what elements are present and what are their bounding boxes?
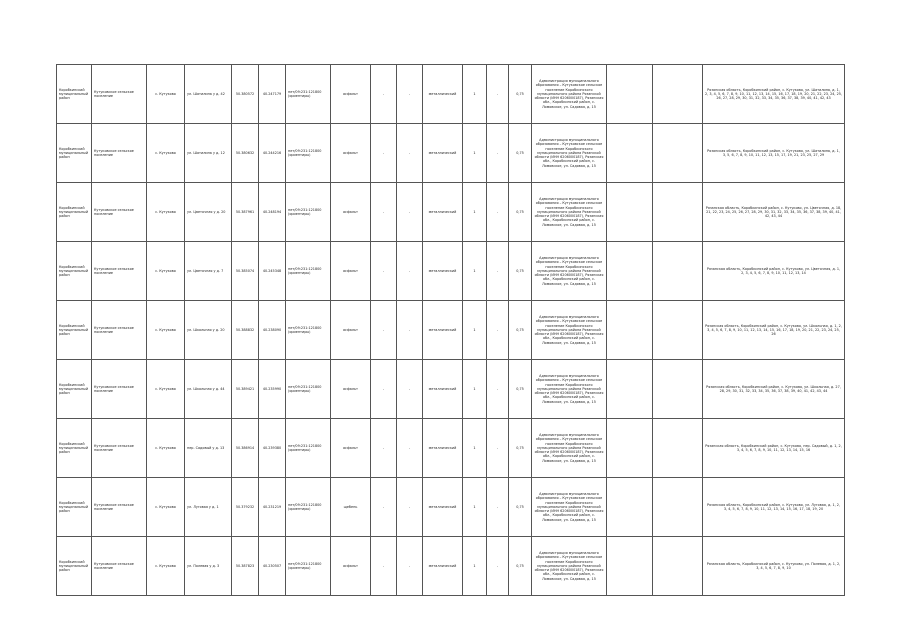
volume-cell: 0,75 [509, 419, 532, 478]
district-cell: Коробкинский муниципальный район [57, 360, 92, 419]
address-cell: ул. Полевая у д. 3 [185, 537, 232, 596]
address-cell: пер. Садовый у д. 13 [185, 419, 232, 478]
cadastral-cell: нет/09:231:121800 (ориентиры) [286, 537, 331, 596]
container-type-cell: металлический [423, 242, 463, 301]
locality-cell: с. Кутуково [147, 537, 185, 596]
empty-cell [653, 183, 703, 242]
empty-dash-cell: - [397, 242, 423, 301]
empty-cell [653, 65, 703, 124]
cadastral-cell: нет/09:231:121800 (ориентиры) [286, 478, 331, 537]
longitude-cell: 40.230507 [259, 537, 286, 596]
empty-dash-cell: - [397, 65, 423, 124]
container-type-cell: металлический [423, 419, 463, 478]
table-row [57, 419, 845, 478]
empty-dash-cell: - [487, 360, 509, 419]
address-cell: ул. Шатилина у д. 12 [185, 124, 232, 183]
volume-cell: 0,75 [509, 183, 532, 242]
volume-cell: 0,75 [509, 478, 532, 537]
empty-dash-cell: - [397, 360, 423, 419]
empty-cell [653, 419, 703, 478]
latitude-cell: 50.380572 [232, 65, 259, 124]
surface-cell: асфальт [331, 183, 371, 242]
waste-source-cell: Рязанская область, Коробкинский район, с. Кутуково, ул. Шатилина, д. 1, 3, 5, 6, 7, 8, 9, 10, 11, 12, 13, 15, 17, 19, 21, 23, 25, 27, 29 [703, 124, 845, 183]
table-row [57, 360, 845, 419]
empty-dash-cell: - [397, 478, 423, 537]
table-row [57, 183, 845, 242]
waste-source-cell: Рязанская область, Коробкинский район, с. Кутуково, ул. Цветочная, д. 1, 2, 3, 4, 5, 6, 7, 8, 9, 10, 11, 12, 13, 14 [703, 242, 845, 301]
empty-dash-cell: - [371, 360, 397, 419]
surface-cell: асфальт [331, 301, 371, 360]
container-type-cell: металлический [423, 301, 463, 360]
empty-cell [607, 537, 653, 596]
surface-cell: асфальт [331, 419, 371, 478]
empty-dash-cell: - [371, 65, 397, 124]
empty-dash-cell: - [397, 419, 423, 478]
owner-cell: Администрация муниципального образования – Кутуковское сельское поселение Коробкинского муниципального района Рязанской области (ИНН 6206000187), Рязанская обл., Коробкинский район, с. Ломовское, ул. Садовая, д. 15 [532, 537, 607, 596]
owner-cell: Администрация муниципального образования – Кутуковское сельское поселение Коробкинского муниципального района Рязанской области (ИНН 6206000187), Рязанская обл., Коробкинский район, с. Ломовское, ул. Садовая, д. 15 [532, 183, 607, 242]
address-cell: ул. Школьная у д. 44 [185, 360, 232, 419]
longitude-cell: 40.248194 [259, 183, 286, 242]
settlement-cell: Кутуковское сельское поселение [92, 419, 147, 478]
settlement-cell: Кутуковское сельское поселение [92, 242, 147, 301]
volume-cell: 0,75 [509, 242, 532, 301]
surface-cell: асфальт [331, 242, 371, 301]
longitude-cell: 40.244216 [259, 124, 286, 183]
locality-cell: с. Кутуково [147, 183, 185, 242]
empty-dash-cell: - [397, 183, 423, 242]
latitude-cell: 50.380632 [232, 124, 259, 183]
empty-dash-cell: - [397, 124, 423, 183]
cadastral-cell: нет/09:231:121800 (ориентиры) [286, 65, 331, 124]
locality-cell: с. Кутуково [147, 301, 185, 360]
cadastral-cell: нет/09:231:121800 (ориентиры) [286, 301, 331, 360]
container-count-cell: 1 [463, 478, 487, 537]
volume-cell: 0,75 [509, 65, 532, 124]
container-type-cell: металлический [423, 183, 463, 242]
settlement-cell: Кутуковское сельское поселение [92, 65, 147, 124]
cadastral-cell: нет/09:231:121800 (ориентиры) [286, 242, 331, 301]
empty-dash-cell: - [487, 301, 509, 360]
empty-dash-cell: - [397, 301, 423, 360]
waste-source-cell: Рязанская область, Коробкинский район, с. Кутуково, ул. Шатилина, д. 1, 2, 3, 4, 5, 6, 7, 8, 9, 10, 11, 12, 13, 14, 15, 16, 17, 18, 19, 20, 21, 22, 23, 24, 25, 26, 27, 28, 29, 30, 31, 32, 33, 34, 35, 36, 37, 38, 39, 40, 41, 42, 43 [703, 65, 845, 124]
settlement-cell: Кутуковское сельское поселение [92, 124, 147, 183]
cadastral-cell: нет/09:231:121800 (ориентиры) [286, 183, 331, 242]
longitude-cell: 40.235990 [259, 360, 286, 419]
empty-dash-cell: - [371, 301, 397, 360]
waste-source-cell: Рязанская область, Коробкинский район, с. Кутуково, ул. Школьная, д. 1, 2, 3, 4, 5, 6, 7, 8, 9, 10, 11, 12, 13, 14, 15, 16, 17, 18, 19, 20, 21, 22, 23, 24, 25, 26 [703, 301, 845, 360]
table-row [57, 301, 845, 360]
owner-cell: Администрация муниципального образования – Кутуковское сельское поселение Коробкинского муниципального района Рязанской области (ИНН 6206000187), Рязанская обл., Коробкинский район, с. Ломовское, ул. Садовая, д. 15 [532, 301, 607, 360]
empty-dash-cell: - [487, 124, 509, 183]
longitude-cell: 40.238090 [259, 301, 286, 360]
empty-cell [653, 301, 703, 360]
cadastral-cell: нет/09:231:121800 (ориентиры) [286, 419, 331, 478]
table-row [57, 65, 845, 124]
container-count-cell: 1 [463, 183, 487, 242]
empty-cell [653, 360, 703, 419]
empty-dash-cell: - [487, 419, 509, 478]
empty-dash-cell: - [371, 183, 397, 242]
empty-cell [653, 242, 703, 301]
empty-cell [607, 478, 653, 537]
table-row [57, 537, 845, 596]
empty-dash-cell: - [487, 537, 509, 596]
empty-cell [607, 124, 653, 183]
table-row [57, 242, 845, 301]
latitude-cell: 50.385074 [232, 242, 259, 301]
container-count-cell: 1 [463, 419, 487, 478]
locality-cell: с. Кутуково [147, 360, 185, 419]
district-cell: Коробкинский муниципальный район [57, 301, 92, 360]
empty-dash-cell: - [487, 478, 509, 537]
longitude-cell: 40.247179 [259, 65, 286, 124]
owner-cell: Администрация муниципального образования – Кутуковское сельское поселение Коробкинского муниципального района Рязанской области (ИНН 6206000187), Рязанская обл., Коробкинский район, с. Ломовское, ул. Садовая, д. 15 [532, 419, 607, 478]
settlement-cell: Кутуковское сельское поселение [92, 537, 147, 596]
settlement-cell: Кутуковское сельское поселение [92, 478, 147, 537]
empty-cell [653, 478, 703, 537]
address-cell: ул. Цветочная у д. 7 [185, 242, 232, 301]
settlement-cell: Кутуковское сельское поселение [92, 183, 147, 242]
empty-dash-cell: - [487, 183, 509, 242]
surface-cell: асфальт [331, 360, 371, 419]
address-cell: ул. Шатилина у д. 42 [185, 65, 232, 124]
volume-cell: 0,75 [509, 301, 532, 360]
container-count-cell: 1 [463, 124, 487, 183]
waste-source-cell: Рязанская область, Коробкинский район, с. Кутуково, ул. Луговая, д. 1, 2, 3, 4, 5, 6, 7, 8, 9, 10, 11, 12, 13, 14, 15, 16, 17, 18, 19, 20 [703, 478, 845, 537]
empty-cell [607, 301, 653, 360]
table-body [57, 65, 845, 596]
address-cell: ул. Луговая у д. 1 [185, 478, 232, 537]
latitude-cell: 50.379232 [232, 478, 259, 537]
container-type-cell: металлический [423, 360, 463, 419]
empty-cell [653, 537, 703, 596]
empty-dash-cell: - [487, 65, 509, 124]
latitude-cell: 50.387823 [232, 537, 259, 596]
waste-source-cell: Рязанская область, Коробкинский район, с. Кутуково, ул. Цветочная, д. 18, 21, 22, 23, 24, 25, 26, 27, 28, 29, 30, 31, 32, 33, 34, 35, 36, 37, 38, 39, 40, 41, 42, 43, 44 [703, 183, 845, 242]
empty-dash-cell: - [371, 478, 397, 537]
waste-source-cell: Рязанская область, Коробкинский район, с. Кутуково, ул. Школьная, д. 27, 28, 29, 30, 31, 32, 33, 34, 35, 36, 37, 38, 39, 40, 41, 42, 43, 44 [703, 360, 845, 419]
owner-cell: Администрация муниципального образования – Кутуковское сельское поселение Коробкинского муниципального района Рязанской области (ИНН 6206000187), Рязанская обл., Коробкинский район, с. Ломовское, ул. Садовая, д. 15 [532, 124, 607, 183]
table-row [57, 478, 845, 537]
locality-cell: с. Кутуково [147, 124, 185, 183]
container-count-cell: 1 [463, 65, 487, 124]
empty-cell [607, 242, 653, 301]
surface-cell: асфальт [331, 124, 371, 183]
owner-cell: Администрация муниципального образования – Кутуковское сельское поселение Коробкинского муниципального района Рязанской области (ИНН 6206000187), Рязанская обл., Коробкинский район, с. Ломовское, ул. Садовая, д. 15 [532, 478, 607, 537]
owner-cell: Администрация муниципального образования – Кутуковское сельское поселение Коробкинского муниципального района Рязанской области (ИНН 6206000187), Рязанская обл., Коробкинский район, с. Ломовское, ул. Садовая, д. 15 [532, 242, 607, 301]
latitude-cell: 50.388832 [232, 301, 259, 360]
empty-dash-cell: - [397, 537, 423, 596]
container-count-cell: 1 [463, 360, 487, 419]
empty-dash-cell: - [371, 537, 397, 596]
locality-cell: с. Кутуково [147, 242, 185, 301]
locality-cell: с. Кутуково [147, 478, 185, 537]
locality-cell: с. Кутуково [147, 65, 185, 124]
longitude-cell: 40.239380 [259, 419, 286, 478]
latitude-cell: 50.389421 [232, 360, 259, 419]
owner-cell: Администрация муниципального образования – Кутуковское сельское поселение Коробкинского муниципального района Рязанской области (ИНН 6206000187), Рязанская обл., Коробкинский район, с. Ломовское, ул. Садовая, д. 15 [532, 360, 607, 419]
district-cell: Коробкинский муниципальный район [57, 478, 92, 537]
district-cell: Коробкинский муниципальный район [57, 537, 92, 596]
locality-cell: с. Кутуково [147, 419, 185, 478]
empty-cell [607, 360, 653, 419]
settlement-cell: Кутуковское сельское поселение [92, 360, 147, 419]
container-count-cell: 1 [463, 242, 487, 301]
district-cell: Коробкинский муниципальный район [57, 242, 92, 301]
cadastral-cell: нет/09:231:121800 (ориентиры) [286, 360, 331, 419]
container-type-cell: металлический [423, 124, 463, 183]
district-cell: Коробкинский муниципальный район [57, 183, 92, 242]
latitude-cell: 50.387961 [232, 183, 259, 242]
volume-cell: 0,75 [509, 537, 532, 596]
empty-dash-cell: - [487, 242, 509, 301]
registry-table [56, 64, 845, 596]
surface-cell: асфальт [331, 537, 371, 596]
empty-cell [607, 65, 653, 124]
waste-source-cell: Рязанская область, Коробкинский район, с. Кутуково, ул. Полевая, д. 1, 2, 3, 4, 5, 6, 7, 8, 9, 10 [703, 537, 845, 596]
empty-cell [607, 183, 653, 242]
settlement-cell: Кутуковское сельское поселение [92, 301, 147, 360]
empty-cell [607, 419, 653, 478]
waste-source-cell: Рязанская область, Коробкинский район, с. Кутуково, пер. Садовый, д. 1, 2, 3, 4, 5, 6, 7, 8, 9, 10, 11, 12, 13, 14, 15, 16 [703, 419, 845, 478]
empty-dash-cell: - [371, 124, 397, 183]
longitude-cell: 40.245348 [259, 242, 286, 301]
container-count-cell: 1 [463, 301, 487, 360]
container-count-cell: 1 [463, 537, 487, 596]
address-cell: ул. Школьная у д. 20 [185, 301, 232, 360]
district-cell: Коробкинский муниципальный район [57, 65, 92, 124]
district-cell: Коробкинский муниципальный район [57, 419, 92, 478]
surface-cell: щебень [331, 478, 371, 537]
container-type-cell: металлический [423, 65, 463, 124]
latitude-cell: 50.386914 [232, 419, 259, 478]
surface-cell: асфальт [331, 65, 371, 124]
container-type-cell: металлический [423, 537, 463, 596]
empty-dash-cell: - [371, 242, 397, 301]
cadastral-cell: нет/09:231:121800 (ориентиры) [286, 124, 331, 183]
empty-cell [653, 124, 703, 183]
container-type-cell: металлический [423, 478, 463, 537]
longitude-cell: 40.231219 [259, 478, 286, 537]
empty-dash-cell: - [371, 419, 397, 478]
owner-cell: Администрация муниципального образования – Кутуковское сельское поселение Коробкинского муниципального района Рязанской области (ИНН 6206000187), Рязанская обл., Коробкинский район, с. Ломовское, ул. Садовая, д. 15 [532, 65, 607, 124]
district-cell: Коробкинский муниципальный район [57, 124, 92, 183]
address-cell: ул. Цветочная у д. 20 [185, 183, 232, 242]
volume-cell: 0,75 [509, 124, 532, 183]
volume-cell: 0,75 [509, 360, 532, 419]
table-row [57, 124, 845, 183]
